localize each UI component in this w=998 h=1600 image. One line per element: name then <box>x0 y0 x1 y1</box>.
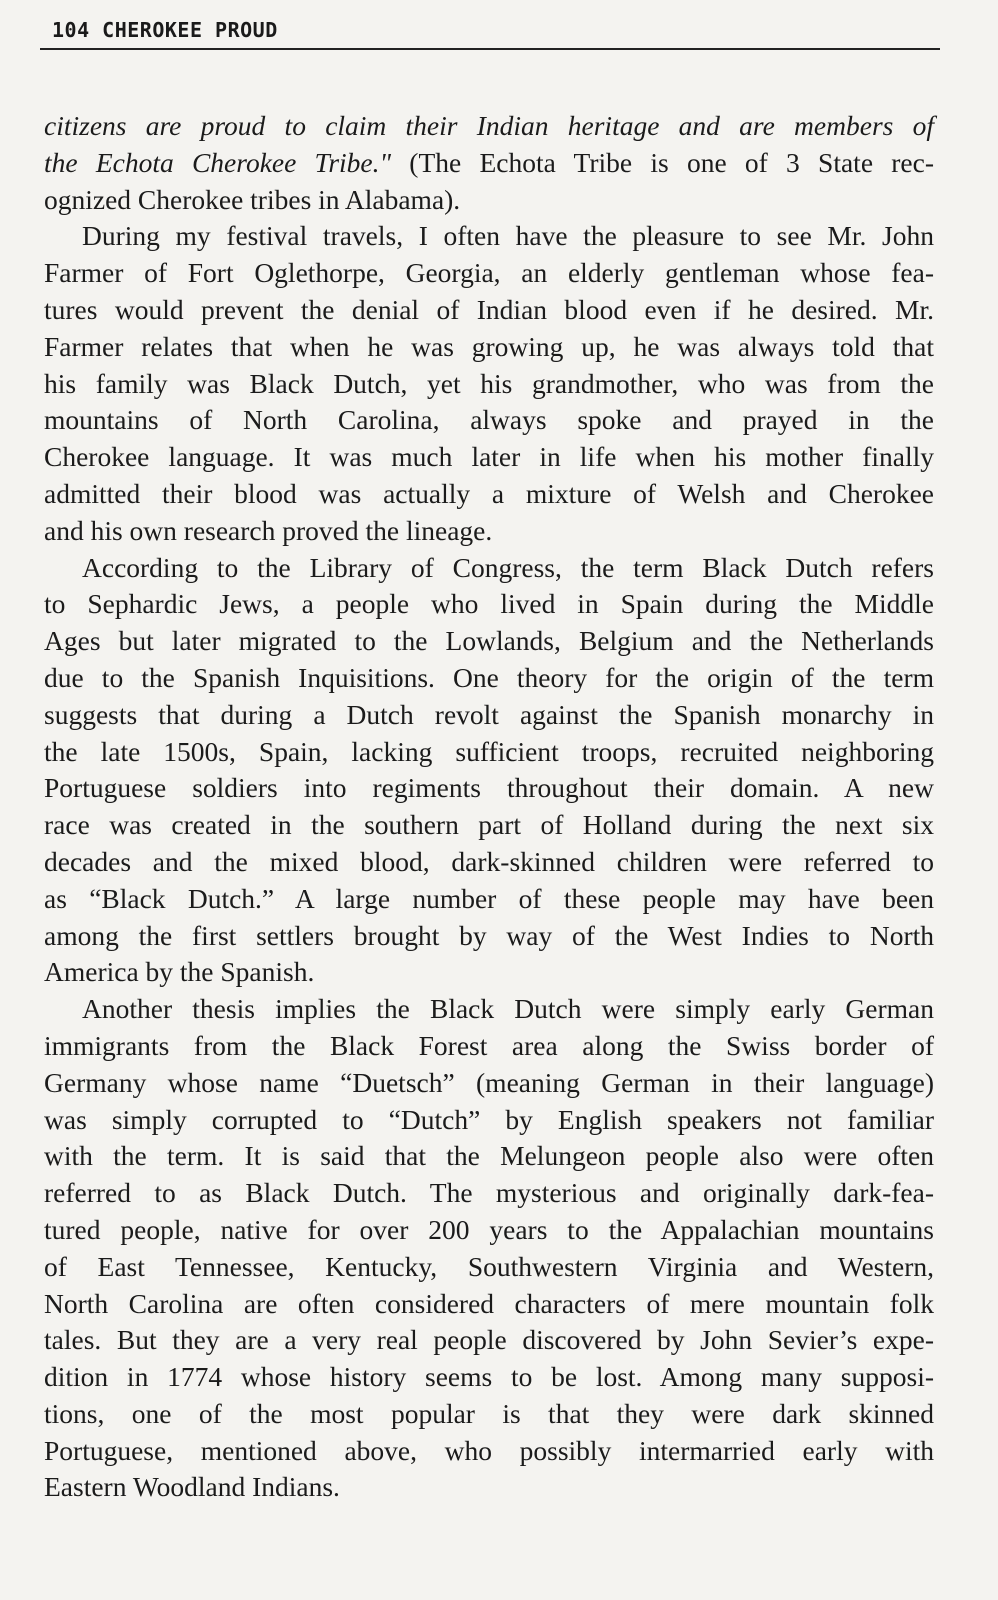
text-line: Ages but later migrated to the Lowlands, Belgium and the Netherlands <box>44 625 934 657</box>
text-line <box>44 182 934 219</box>
text-line: immigrants from the Black Forest area along the Swiss border of <box>44 1029 934 1061</box>
page-header-text: 104 CHEROKEE PROUD <box>52 18 278 42</box>
text-line: Another thesis implies the Black Dutch were simply early German <box>82 993 934 1025</box>
text-line: tures would prevent the denial of Indian blood even if he desired. Mr. <box>44 293 934 325</box>
text-line: was simply corrupted to “Dutch” by English speakers not familiar <box>44 1103 934 1135</box>
text-segment: ognized Cherokee tribes in Alabama). <box>44 183 461 215</box>
text-line: America by the Spanish. <box>44 956 315 988</box>
text-line: tured people, native for over 200 years to the Appalachian mountains <box>44 1213 934 1245</box>
running-header <box>40 14 940 50</box>
text-line: admitted their blood was actually a mixture of Welsh and Cherokee <box>44 477 934 509</box>
text-line: the late 1500s, Spain, lacking sufficient troops, recruited neighboring <box>44 735 934 767</box>
italic-quote-segment: citizens are proud to claim their Indian heritage and are members of <box>44 110 934 141</box>
text-line: North Carolina are often considered characters of mere mountain folk <box>44 1287 934 1319</box>
text-line <box>44 145 934 182</box>
text-line <box>44 108 934 145</box>
text-line: and his own research proved the lineage. <box>44 514 493 546</box>
text-line: among the first settlers brought by way of the West Indies to North <box>44 919 934 951</box>
text-line: Portuguese soldiers into regiments throughout their domain. A new <box>44 772 934 804</box>
paragraph <box>44 550 934 992</box>
paragraph <box>44 108 934 218</box>
text-line: to Sephardic Jews, a people who lived in Spain during the Middle <box>44 588 934 620</box>
text-line: tions, one of the most popular is that they were dark skinned <box>44 1397 934 1429</box>
text-line: due to the Spanish Inquisitions. One theory for the origin of the term <box>44 661 934 693</box>
text-segment: (The Echota Tribe is one of 3 State rec- <box>391 146 934 178</box>
paragraph <box>44 991 934 1506</box>
text-line: Eastern Woodland Indians. <box>44 1471 340 1503</box>
text-line: Portuguese, mentioned above, who possibly intermarried early with <box>44 1434 934 1466</box>
text-line: referred to as Black Dutch. The mysterious and originally dark-fea- <box>44 1177 934 1209</box>
text-line: dition in 1774 whose history seems to be lost. Among many supposi- <box>44 1361 934 1393</box>
text-line: According to the Library of Congress, the term Black Dutch refers <box>82 551 934 583</box>
text-line: tales. But they are a very real people discovered by John Sevier’s expe- <box>44 1324 934 1356</box>
text-line: Farmer relates that when he was growing up, he was always told that <box>44 330 934 362</box>
text-line: race was created in the southern part of Holland during the next six <box>44 809 934 841</box>
text-line: During my festival travels, I often have the pleasure to see Mr. John <box>82 220 934 252</box>
italic-quote-segment: the Echota Cherokee Tribe." <box>44 146 392 178</box>
text-line: Germany whose name “Duetsch” (meaning German in their language) <box>44 1066 934 1098</box>
text-line: mountains of North Carolina, always spoke and prayed in the <box>44 404 934 436</box>
paragraph <box>44 218 934 549</box>
text-line: suggests that during a Dutch revolt against the Spanish monarchy in <box>44 698 934 730</box>
text-line: as “Black Dutch.” A large number of these people may have been <box>44 882 934 914</box>
text-line: Cherokee language. It was much later in life when his mother finally <box>44 441 934 473</box>
text-line: with the term. It is said that the Melungeon people also were often <box>44 1140 934 1172</box>
text-line: Farmer of Fort Oglethorpe, Georgia, an elderly gentleman whose fea- <box>44 257 934 289</box>
text-line: decades and the mixed blood, dark-skinned children were referred to <box>44 845 934 877</box>
page-body <box>44 108 934 1506</box>
text-line: of East Tennessee, Kentucky, Southwestern Virginia and Western, <box>44 1250 934 1282</box>
text-line: his family was Black Dutch, yet his grandmother, who was from the <box>44 367 934 399</box>
